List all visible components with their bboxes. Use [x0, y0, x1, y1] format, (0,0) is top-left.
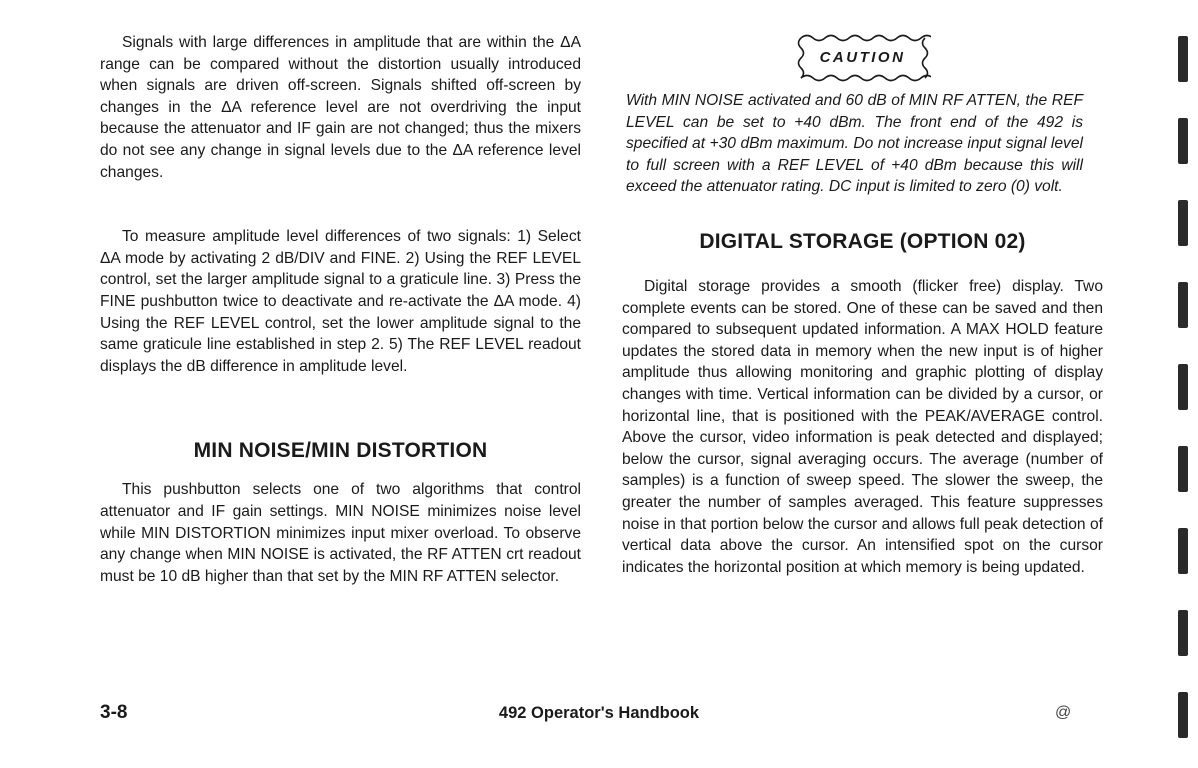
thumb-tab: [1178, 610, 1188, 656]
measure-amplitude-paragraph: To measure amplitude level differences of two signals: 1) Select ΔA mode by activating 2 dB/DIV and FINE. 2) Using the REF LEVEL control, set the larger amplitude signal to a graticule line. 3) Press the FINE pushbutton twice to deactivate and re-activate the ΔA mode. 4) Using the REF LEVEL control, set the lower amplitude signal to the same graticule line established in step 2. 5) The REF LEVEL readout displays the dB difference in amplitude level.: [100, 228, 581, 375]
handbook-title: 492 Operator's Handbook: [498, 704, 700, 722]
thumb-tab: [1178, 282, 1188, 328]
thumb-tab: [1178, 692, 1188, 738]
left-column: [100, 32, 581, 587]
thumb-tab: [1178, 36, 1188, 82]
thumb-tab: [1178, 364, 1188, 410]
thumb-tab: [1178, 528, 1188, 574]
thumb-tab: [1178, 200, 1188, 246]
min-noise-heading: MIN NOISE/MIN DISTORTION: [193, 439, 488, 463]
thumb-tab: [1178, 446, 1188, 492]
footer-mark: @: [1055, 704, 1072, 721]
delta-a-paragraph: Signals with large differences in amplitude that are within the ΔA range can be compared without the distortion usually introduced when signals are driven off-screen. Signals shifted off-screen by changes in the ΔA reference level are not overdriving the input because the attenuator and IF gain are not changed; thus the mixers do not see any change in signal levels due to the ΔA reference level changes.: [100, 34, 581, 181]
caution-box: [795, 32, 931, 82]
caution-text: [622, 90, 1103, 198]
right-column: [622, 32, 1103, 578]
digital-storage-heading: DIGITAL STORAGE (OPTION 02): [699, 229, 1026, 253]
min-noise-paragraph: This pushbutton selects one of two algorithms that control attenuator and IF gain settings. MIN NOISE minimizes noise level while MIN DISTORTION minimizes input mixer overload. To observe any change when MIN NOISE is activated, the RF ATTEN crt readout must be 10 dB higher than that set by the MIN RF ATTEN selector.: [100, 481, 581, 585]
digital-storage-paragraph: Digital storage provides a smooth (flicker free) display. Two complete events can be stored. One of these can be saved and then compared to subsequent updated information. A MAX HOLD feature updates the stored data in memory when the new input is of higher amplitude thus allowing monitoring and graphic plotting of display changes with time. Vertical information can be divided by a cursor, or horizontal line, that is positioned with the PEAK/AVERAGE control. Above the cursor, video information is peak detected and displayed; below the cursor, signal averaging occurs. The average (number of samples) is a function of sweep speed. The slower the sweep, the greater the number of samples averaged. This feature suppresses noise in that portion below the cursor and allows full peak detection of vertical data above the cursor. An intensified spot on the cursor indicates the horizontal position at which memory is being updated.: [622, 277, 1103, 576]
caution-label: CAUTION: [819, 49, 906, 66]
page-number: 3-8: [100, 702, 128, 723]
caution-paragraph: With MIN NOISE activated and 60 dB of MIN RF ATTEN, the REF LEVEL can be set to +40 dBm. The front end of the 492 is specified at +30 dBm maximum. Do not increase input signal level to full screen with a REF LEVEL of +40 dBm because this will exceed the attenuator rating. DC input is limited to zero (0) volt.: [626, 92, 1083, 196]
thumb-tab: [1178, 118, 1188, 164]
